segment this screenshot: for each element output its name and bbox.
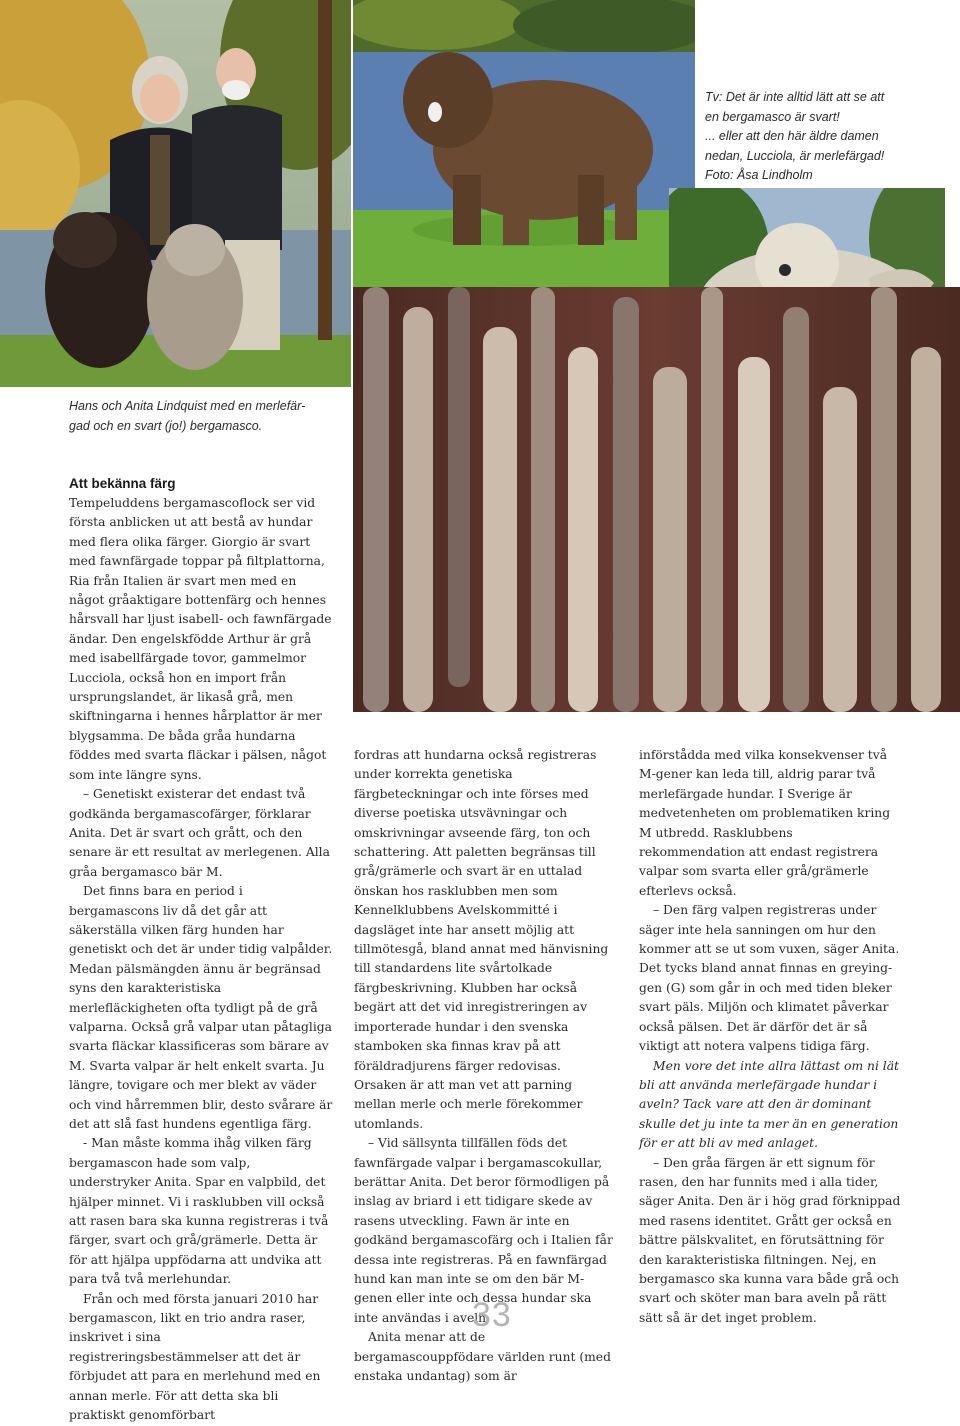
paragraph: införstådda med vilka konsekvenser två M-gener kan leda till, aldrig parar två merlefärgade hundar. I Sverige är medvetenheten om problematiken kring M utbredd. Rasklubbens rekommendation att endast registrera valpar som svarta eller grå/grämerle efterlevs också. <box>639 748 891 898</box>
paragraph: fordras att hundarna också registreras under korrekta genetiska färgbeteckningar och inte förses med diverse poetiska utsvävningar och omskrivningar avseende färg, ton och schattering. Att paletten begränsas till grå/grämerle och svart är en uttalad önskan hos rasklubben men som Kennelklubbens Avelskommitté i dagsläget inte har ansett möjlig att tillmötesgå, bland annat med hänvisning till standardens lite svårtolkade färgbeskrivning. Klubben har också begärt att det vid inregistreringen av importerade hundar i den svenska stamboken ska finnas krav på att föräldradjurens färger redovisas. Orsaken är att man vet att parning mellan merle och merle förekommer utomlands. <box>354 748 609 1131</box>
photo-dog-by-lake <box>353 0 695 287</box>
page-number: 33 <box>472 1296 512 1334</box>
paragraph: Anita menar att de bergamascouppfödare världen runt (med enstaka undantag) som är <box>354 1330 611 1383</box>
caption-line: ... eller att den här äldre damen <box>705 129 879 143</box>
paragraph: - Man måste komma ihåg vilken färg bergamascon hade som valp, understryker Anita. Spar en valpbild, det hjälper minnet. Vi i rasklubben vill också att rasen bara ska kunna registreras i två färger, svart och grå/grämerle. Detta är för att hjälpa uppfödarna att undvika att para två två merlehundar. <box>69 1136 329 1287</box>
photo-caption-left <box>69 397 339 436</box>
photo-coat-closeup <box>353 287 960 712</box>
paragraph: Det finns bara en period i bergamascons liv då det går att säkerställa vilken färg hunden har genetiskt och det är under tidig valpålder. Medan pälsmängden ännu är begränsad syns den karakteristiska merlefläckigheten ofta tydligt på de grå valparna. Också grå valpar utan påtagliga svarta fläckar klassificeras som bärare av M. Svarta valpar är helt enkelt svarta. Ju längre, tovigare och mer blekt av väder och vind hårremmen blir, desto svårare är det att slå fast hundens egentliga färg. <box>69 884 333 1131</box>
article-heading: Att bekänna färg <box>69 476 176 491</box>
paragraph: – Den färg valpen registreras under säger inte hela sanningen om hur den kommer att se ut som vuxen, säger Anita. Det tycks bland annat finnas en greying-gen (G) som går in och med tiden bleker svart päls. Miljön och klimatet påverkar också pälsen. Det är därför det är så viktigt att notera valpens tidiga färg. <box>639 903 900 1054</box>
caption-line: gad och en svart (jo!) bergamasco. <box>69 418 263 433</box>
caption-line: en bergamasco är svart! <box>705 109 840 124</box>
interview-question: Men vore det inte allra lättast om ni lät bli att använda merlefärgade hundar i aveln? Tack vare att den är dominant skulle det ju inte ta mer än en generation för er att bli av med anlaget. <box>639 1058 899 1151</box>
caption-line: Hans och Anita Lindquist med en merlefär- <box>69 399 306 413</box>
paragraph: – Vid sällsynta tillfällen föds det fawnfärgade valpar i bergamascokullar, berättar Anita. Det beror förmodligen på inslag av briard i ett tidigare skede av rasens utveckling. Fawn är inte en godkänd bergamascofärg och i Italien får dessa inte registreras. På en fawnfärgad hund kan man inte se om den bär M-genen eller inte och dessa hundar ska inte användas i aveln. <box>354 1136 613 1325</box>
caption-line: nedan, Lucciola, är merlefärgad! <box>705 148 885 163</box>
paragraph: – Den gråa färgen är ett signum för rasen, den har funnits med i alla tider, säger Anita. Den är i hög grad förknippad med rasens identitet. Grått ger också en bättre pälskvalitet, en förutsättning för den karakteristiska filtningen. Nej, en bergamasco ska kunna vara både grå och svart och sköter man bara aveln på rätt sätt så är det inget problem. <box>639 1155 901 1325</box>
article-column-2 <box>354 746 616 1386</box>
article-column-1 <box>69 474 333 1426</box>
caption-credit: Foto: Åsa Lindholm <box>705 168 813 182</box>
photo-couple-with-dogs <box>0 0 351 387</box>
caption-line: Tv: Det är inte alltid lätt att se att <box>705 90 885 104</box>
article-column-3 <box>639 746 901 1328</box>
paragraph: Från och med första januari 2010 har bergamascon, likt en trio andra raser, inskrivet i sina registreringsbestämmelser att det är förbjudet att para en merlehund med en annan merle. För att detta ska bli praktiskt genomförbart <box>69 1291 321 1423</box>
paragraph: – Genetiskt existerar det endast två godkända bergamascofärger, förklarar Anita. Det är svart och grått, och den senare är ett resultat av merlegenen. Alla gråa bergamasco bär M. <box>69 787 330 879</box>
paragraph: Tempeluddens bergamascoflock ser vid första anblicken ut att bestå av hundar med flera olika färger. Giorgio är svart med fawnfärgade toppar på filtplattorna, Ria från Italien är svart men med en något gråaktigare bottenfärg och hennes hårsvall har ljust isabell- och fawnfärgade ändar. Den engelskfödde Arthur är grå med isabellfärgade tovor, gammelmor Lucciola, också hon en import från ursprungslandet, är likaså grå, men skiftningarna i hennes hårplattor är mer blygsamma. De båda gråa hundarna föddes med svarta fläckar i pälsen, något som inte längre syns. <box>69 496 332 782</box>
photo-caption-top-right <box>705 88 935 186</box>
